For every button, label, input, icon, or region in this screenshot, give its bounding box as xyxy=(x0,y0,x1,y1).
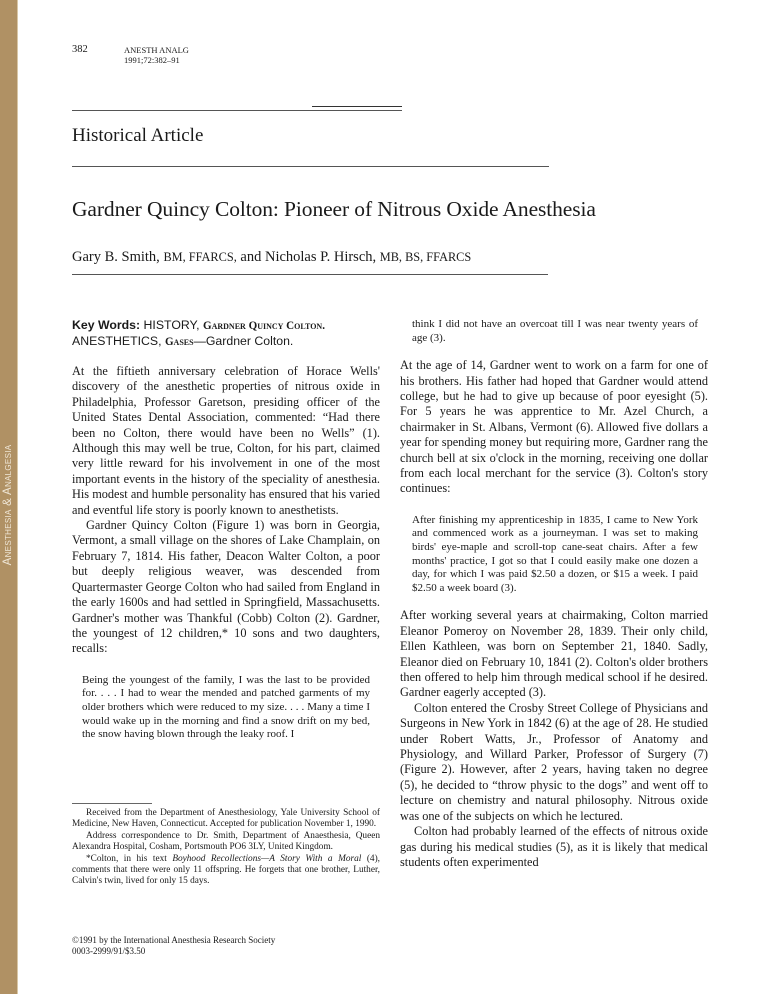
spine-journal-name: Anesthesia & Analgesia xyxy=(2,444,14,566)
body-paragraph: At the age of 14, Gardner went to work on a farm for one of his brothers. His father had hoped that Gardner would attend college, but he had to give up because of poor eyesight (5). For 5 years he was apprentice to Mr. Azel Church, a chairmaker in St. Albans, Vermont (6). Allowed five dollars a year for spending money but requiring more, Gardner rang the church bell at six o'clock in the morning, receiving one dollar from each local merchant for the service (3). Colton's story continues: xyxy=(400,358,708,496)
journal-citation: 1991;72:382–91 xyxy=(124,55,180,65)
keyword-sub: —Gardner Colton. xyxy=(193,334,294,348)
section-label: Historical Article xyxy=(72,125,204,146)
article-title: Gardner Quincy Colton: Pioneer of Nitrous Oxide Anesthesia xyxy=(72,197,596,221)
right-column xyxy=(400,318,708,870)
footnote-text: *Colton, in his text xyxy=(86,853,173,864)
keyword-sub: Gardner Quincy Colton. xyxy=(203,320,325,332)
author-line xyxy=(72,249,471,266)
page-number: 382 xyxy=(72,44,88,55)
author-name: Nicholas P. Hirsch, xyxy=(264,249,377,265)
section-rule xyxy=(72,166,549,167)
author-name: Gary B. Smith, xyxy=(72,249,160,265)
block-quote: Being the youngest of the family, I was the last to be provided for. . . . I had to wear the mended and patched garments of my older brothers which were reduced to my size. . . . Many a time I would wake up in the morning and find a snow drift on my bed, the snow having blown through the leaky roof. I xyxy=(82,673,370,741)
keywords xyxy=(72,318,372,350)
footnote-received: Received from the Department of Anesthesiology, Yale University School of Medicine, New Haven, Connecticut. Accepted for publication November 1, 1990. xyxy=(72,808,380,830)
footnote-star xyxy=(72,854,380,888)
body-paragraph: Gardner Quincy Colton (Figure 1) was born in Georgia, Vermont, a small village on the shores of Lake Champlain, on February 7, 1814. His father, Deacon Walter Colton, a poor but deeply religious weaver, was descended from Quartermaster George Colton who had sailed from England in the early 1600s and had settled in Springfield, Massachusetts. Gardner's mother was Thankful (Cobb) Colton (2). Gardner, the youngest of 12 children,* 10 sons and two daughters, recalls: xyxy=(72,518,380,656)
body-paragraph: After working several years at chairmaking, Colton married Eleanor Pomeroy on November 28, 1839. Their only child, Ellen Kathleen, was born on September 21, 1840. Sadly, Eleanor died on February 10, 1841 (2). Colton's older brothers then offered to help him through medical school if he desired. Gardner eagerly accepted (3). xyxy=(400,608,708,700)
book-title: Boyhood Recollections—A Story With a Moral xyxy=(172,853,362,864)
body-paragraph: Colton entered the Crosby Street College of Physicians and Surgeons in New York in 1842 (6) at the age of 28. He studied under Robert Watts, Jr., Professor of Anatomy and Physiology, and Willard Parker, Professor of Surgery (7) (Figure 2). However, after 2 years, having taken no degree (5), he decided to “throw physic to the dogs” and went off to lecture on chemistry and natural philosophy. Nitrous oxide was one of the subjects on which he lectured. xyxy=(400,700,708,823)
keywords-label: Key Words: xyxy=(72,318,141,332)
block-quote-continued: think I did not have an overcoat till I was near twenty years of age (3). xyxy=(412,318,698,344)
footnote-text: (4), comments that there were only 11 offspring. He forgets that one brother, Luther, Calvin's twin, lived for only 15 days. xyxy=(72,853,380,887)
journal-spine xyxy=(0,0,18,994)
footnotes xyxy=(72,808,380,888)
header-rule-accent-bottom xyxy=(312,110,402,111)
keyword: HISTORY, xyxy=(143,318,200,332)
author-connector: and xyxy=(240,249,262,265)
author-rule xyxy=(72,274,548,275)
journal-abbrev: ANESTH ANALG xyxy=(124,45,189,55)
header-rule-accent-top xyxy=(312,106,402,107)
header-rule xyxy=(72,110,340,111)
journal-header xyxy=(124,45,189,65)
author-degrees: BM, FFARCS, xyxy=(163,250,237,264)
left-column xyxy=(72,364,380,742)
body-paragraph: At the fiftieth anniversary celebration of Horace Wells' discovery of the anesthetic properties of nitrous oxide in Philadelphia, Professor Garetson, presiding officer of the United States Dental Association, commented: “Had there been no Colton, there would have been no Wells” (1). Although this may well be true, Colton, for his part, claimed very little reward for his involvement in one of the most important events in the history of the speciality of anesthesia. His modest and humble personality has ensured that his varied and eventful life story is poorly known to anesthetists. xyxy=(72,364,380,517)
copyright-line: ©1991 by the International Anesthesia Research Society xyxy=(72,935,276,945)
keyword: ANESTHETICS, xyxy=(72,334,162,348)
block-quote: After finishing my apprenticeship in 1835, I came to New York and commenced work as a journeyman. I was set to making birds' eye-maple and scroll-top cane-seat chairs. After a few months' practice, I got so that I could easily make one dozen a day, for which I was paid $2.50 a dozen, or $15 a week. I paid $2.50 a week board (3). xyxy=(412,513,698,594)
author-degrees: MB, BS, FFARCS xyxy=(379,250,472,264)
body-paragraph: Colton had probably learned of the effects of nitrous oxide gas during his medical studies (5), as it is likely that medical students often experimented xyxy=(400,824,708,869)
issn-price: 0003-2999/91/$3.50 xyxy=(72,946,146,956)
footnote-rule xyxy=(72,803,152,804)
copyright xyxy=(72,935,275,957)
keyword-sub: Gases xyxy=(164,336,194,348)
footnote-address: Address correspondence to Dr. Smith, Department of Anaesthesia, Queen Alexandra Hospital, Cosham, Portsmouth PO6 3LY, United Kingdom. xyxy=(72,830,380,853)
